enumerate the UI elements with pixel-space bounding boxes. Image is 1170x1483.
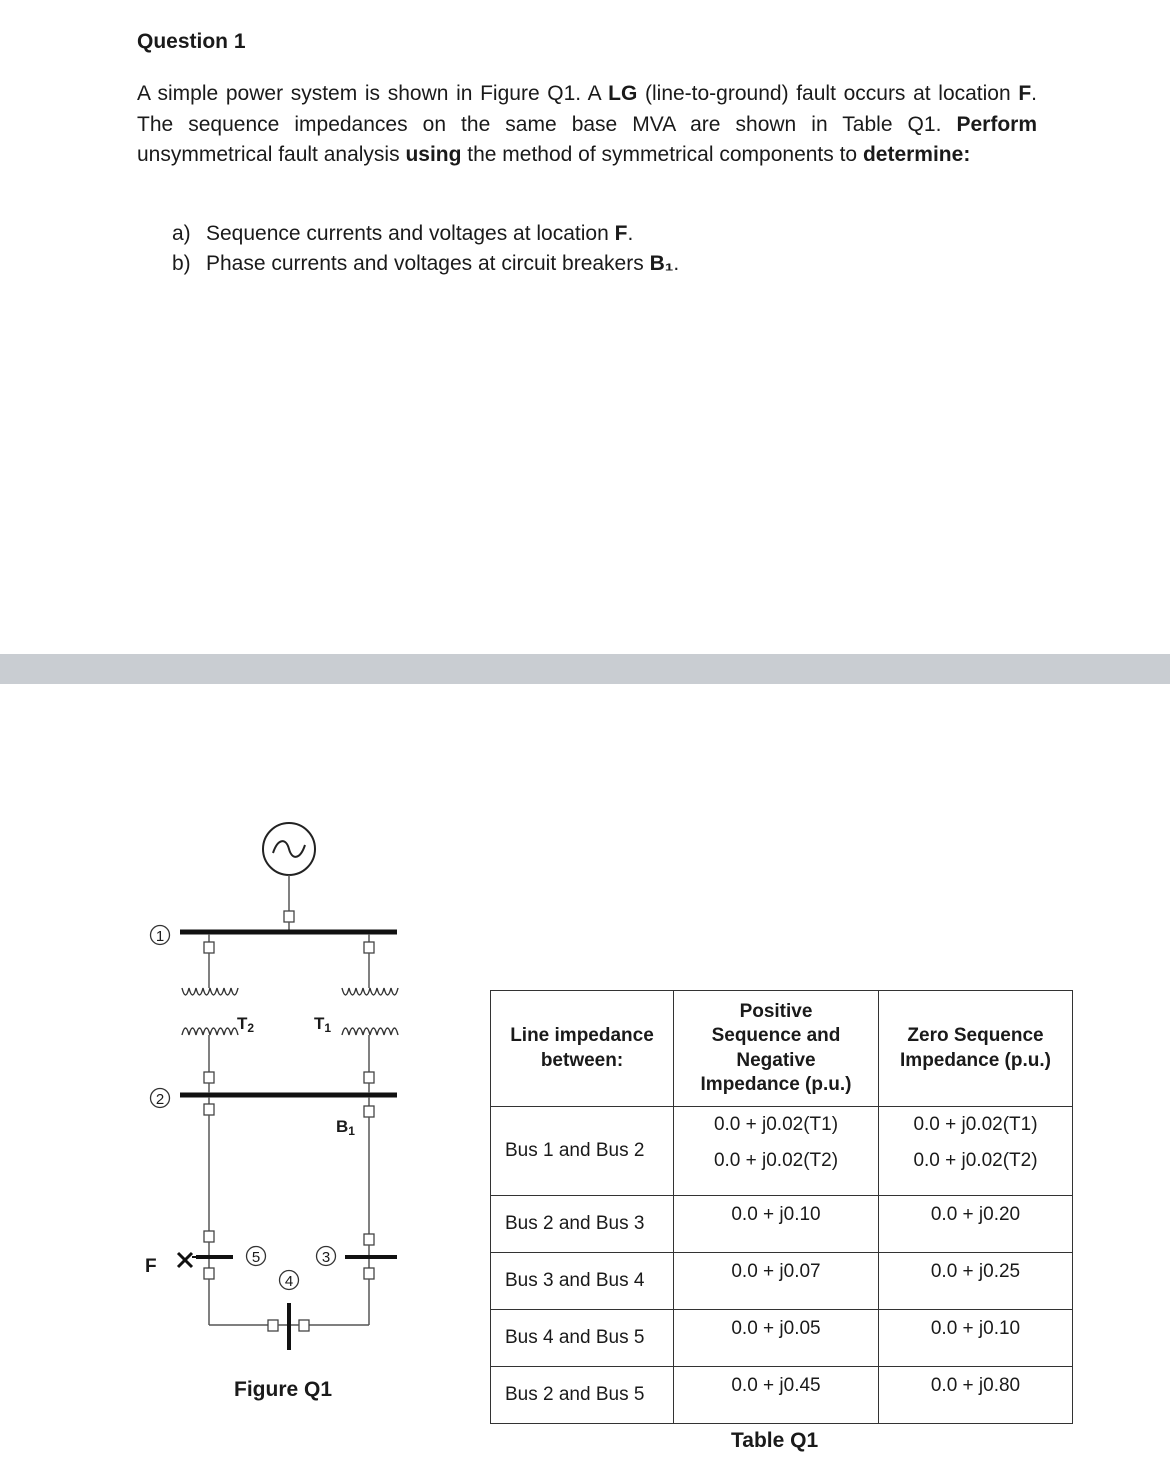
fault-label: F [145,1256,157,1277]
table-row [491,1367,1073,1424]
bus-1-label [151,926,170,946]
row-between: Bus 2 and Bus 5 [491,1367,674,1424]
impedance-table [490,990,1073,1424]
bus-2-label [151,1089,170,1109]
breaker-b1-label: B1 [336,1117,355,1138]
table-row [491,1196,1073,1253]
row-between: Bus 2 and Bus 3 [491,1196,674,1253]
row-between: Bus 3 and Bus 4 [491,1253,674,1310]
table-row [491,1107,1073,1196]
row-zero-value: 0.0 + j0.20 [879,1196,1073,1253]
header-zero-sequence: Zero Sequence Impedance (p.u.) [879,991,1073,1107]
row-positive-value: 0.0 + j0.10 [674,1196,879,1253]
svg-text:5: 5 [251,1249,261,1266]
t2-secondary-winding [182,1028,238,1035]
row-zero-value: 0.0 + j0.80 [879,1367,1073,1424]
question-body: A simple power system is shown in Figure Q1. A LG (line-to-ground) fault occurs at location F. The sequence impedances on the same base MVA are shown in Table Q1. Perform unsymmetrical fault analysis using the method of symmetrical components to determine: [137,82,1037,166]
t2-label: T2 [237,1014,255,1035]
svg-text:1: 1 [155,928,165,945]
figure-caption: Figure Q1 [234,1378,333,1401]
row-between: Bus 4 and Bus 5 [491,1310,674,1367]
svg-text:2: 2 [155,1091,165,1108]
bus-4-label [280,1271,299,1291]
row-positive-value: 0.0 + j0.02(T1) 0.0 + j0.02(T2) [674,1107,879,1196]
t1-label: T1 [314,1014,332,1035]
breaker-b1-box [364,1106,374,1117]
table-row [491,1310,1073,1367]
generator-symbol [263,823,315,875]
row-positive-value: 0.0 + j0.45 [674,1367,879,1424]
header-line-impedance: Line impedance between: [491,991,674,1107]
bus-5-label [247,1247,266,1267]
t1-primary-winding [342,988,398,995]
bus-3-label [317,1247,336,1267]
table-caption: Table Q1 [731,1429,819,1452]
row-positive-value: 0.0 + j0.05 [674,1310,879,1367]
part-b: b) Phase currents and voltages at circuit breakers B₁. [172,251,680,275]
breaker-box [284,911,294,922]
table-row [491,1253,1073,1310]
row-zero-value: 0.0 + j0.10 [879,1310,1073,1367]
row-zero-value: 0.0 + j0.25 [879,1253,1073,1310]
svg-text:3: 3 [321,1249,331,1266]
header-positive-negative: Positive Sequence and Negative Impedance (p.u.) [674,991,879,1107]
row-positive-value: 0.0 + j0.07 [674,1253,879,1310]
t1-secondary-winding [342,1028,398,1035]
part-a: a) Sequence currents and voltages at location F. [172,222,634,245]
t2-primary-winding [182,988,238,995]
table-header-row [491,991,1073,1107]
row-zero-value: 0.0 + j0.02(T1) 0.0 + j0.02(T2) [879,1107,1073,1196]
question-title: Question 1 [137,30,246,53]
row-between: Bus 1 and Bus 2 [491,1107,674,1196]
svg-text:4: 4 [284,1273,294,1290]
